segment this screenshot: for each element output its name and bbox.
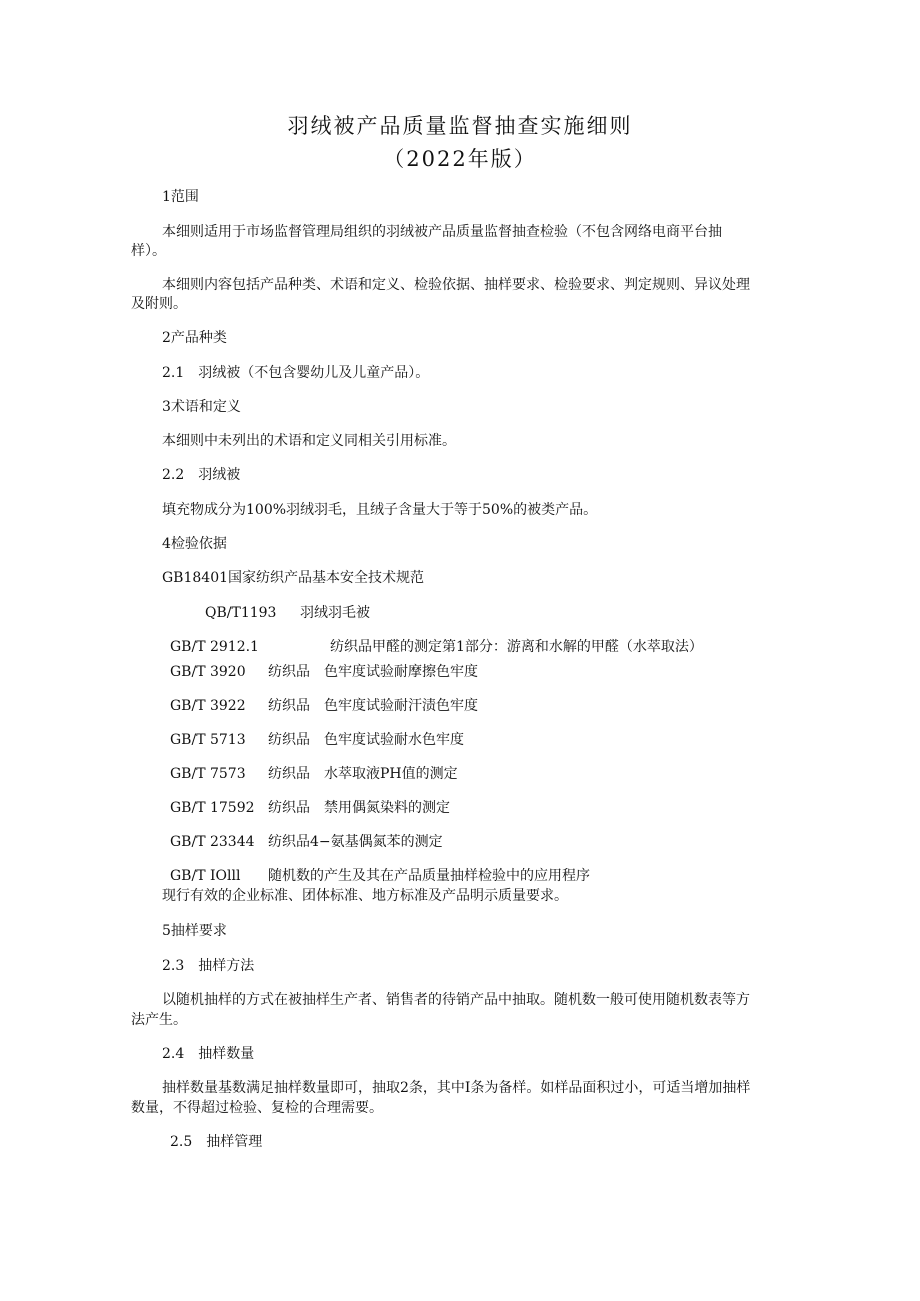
document-subtitle: （2022年版） — [383, 147, 537, 171]
section-3-2-heading: 2.2 羽绒被 — [162, 467, 241, 483]
section-4-other-standards: 现行有效的企业标准、团体标准、地方标准及产品明示质量要求。 — [162, 888, 568, 904]
section-5-paragraph-2-line-2: 数量，不得超过检验、复检的合理需要。 — [131, 1100, 383, 1116]
standard-code: GB/T 23344 — [170, 834, 255, 850]
section-5-4-heading: 2.4 抽样数量 — [162, 1046, 255, 1062]
section-4-heading: 4检验依据 — [162, 536, 227, 552]
section-2-1: 2.1 羽绒被（不包含婴幼儿及儿童产品）。 — [162, 365, 430, 381]
section-5-5-heading: 2.5 抽样管理 — [170, 1134, 263, 1150]
section-3-paragraph-1: 本细则中未列出的术语和定义同相关引用标准。 — [162, 433, 456, 449]
standard-name: 羽绒羽毛被 — [300, 605, 370, 621]
section-1-paragraph-2-line-1: 本细则内容包括产品种类、术语和定义、检验依据、抽样要求、检验要求、判定规则、异议处理 — [162, 277, 750, 293]
standard-name: 纺织品 色牢度试验耐摩擦色牢度 — [268, 664, 478, 680]
section-3-heading: 3术语和定义 — [162, 399, 241, 415]
standard-code: GB/T 3922 — [170, 698, 246, 714]
standard-name: 纺织品 色牢度试验耐水色牢度 — [268, 732, 464, 748]
standard-name: 纺织品甲醛的测定第1部分：游离和水解的甲醛（水萃取法） — [330, 639, 703, 655]
standard-code: GB/T 2912.1 — [170, 639, 259, 655]
standard-name: 纺织品4−氨基偶氮苯的测定 — [268, 834, 443, 850]
section-5-3-heading: 2.3 抽样方法 — [162, 958, 255, 974]
standard-code: GB/T 17592 — [170, 800, 255, 816]
section-3-paragraph-2: 填充物成分为100%羽绒羽毛，且绒子含量大于等于50%的被类产品。 — [162, 502, 598, 518]
standard-code: QB/T1193 — [205, 605, 277, 621]
section-5-heading: 5抽样要求 — [162, 923, 227, 939]
section-1-paragraph-1-line-2: 样）。 — [131, 243, 166, 259]
section-1-paragraph-2-line-2: 及附则。 — [131, 296, 187, 312]
standard-code: GB/T 3920 — [170, 664, 246, 680]
standard-code: GB/T 5713 — [170, 732, 246, 748]
standard-name: 纺织品 禁用偶氮染料的测定 — [268, 800, 450, 816]
standard-gb18401: GB18401国家纺织产品基本安全技术规范 — [162, 570, 425, 586]
standard-name: 纺织品 水萃取液PH值的测定 — [268, 766, 458, 782]
section-1-heading: 1范围 — [162, 189, 199, 205]
section-2-heading: 2产品种类 — [162, 330, 227, 346]
standard-name: 随机数的产生及其在产品质量抽样检验中的应用程序 — [268, 868, 590, 884]
section-5-paragraph-2-line-1: 抽样数量基数满足抽样数量即可，抽取2条，其中I条为备样。如样品面积过小，可适当增加抽样 — [162, 1080, 751, 1096]
standard-code: GB/T 7573 — [170, 766, 246, 782]
section-5-paragraph-1-line-1: 以随机抽样的方式在被抽样生产者、销售者的待销产品中抽取。随机数一般可使用随机数表等方 — [162, 992, 750, 1008]
section-1-paragraph-1-line-1: 本细则适用于市场监督管理局组织的羽绒被产品质量监督抽查检验（不包含网络电商平台抽 — [162, 224, 722, 240]
standard-code: GB/T IOlll — [170, 868, 241, 884]
document-title: 羽绒被产品质量监督抽查实施细则 — [287, 114, 633, 138]
section-5-paragraph-1-line-2: 法产生。 — [131, 1012, 187, 1028]
standard-name: 纺织品 色牢度试验耐汗渍色牢度 — [268, 698, 478, 714]
